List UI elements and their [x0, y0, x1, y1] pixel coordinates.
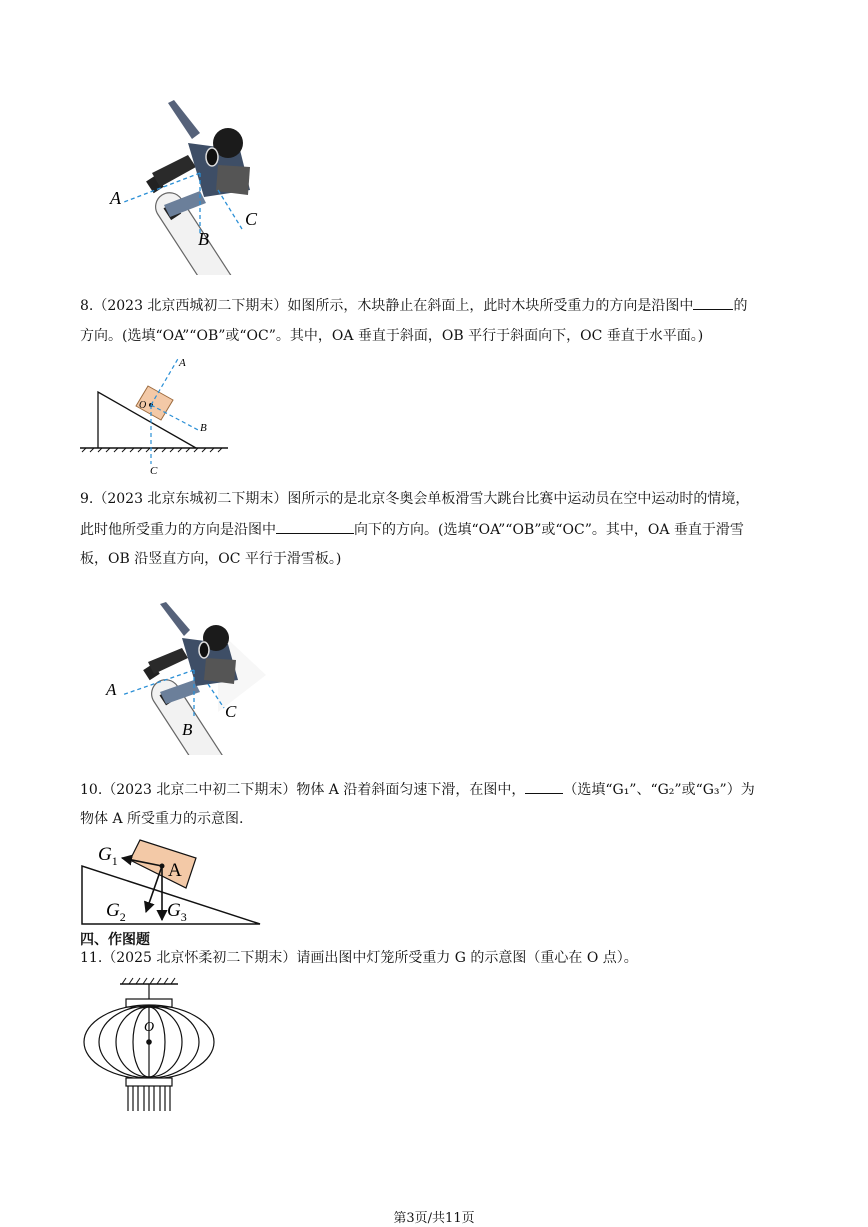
page-footer: 第3页/共11页	[393, 1211, 475, 1226]
lantern-bottom-cap	[126, 1078, 172, 1086]
label-c: C	[245, 209, 258, 229]
q9-line1: 9.（2023 北京东城初二下期末）图所示的是北京冬奥会单板滑雪大跳台比赛中运动员在空中运动时的情境，	[80, 491, 750, 507]
q10-line2: 物体 A 所受重力的示意图.	[80, 811, 244, 827]
incline-forces-figure	[78, 836, 268, 928]
q11-line1: 11.（2025 北京怀柔初二下期末）请画出图中灯笼所受重力 G 的示意图（重心在 O 点）。	[80, 950, 638, 966]
q8-answer-blank[interactable]	[693, 295, 733, 310]
label-g2: $G_2$	[106, 900, 126, 924]
label-b: B	[200, 422, 207, 434]
label-a: A	[168, 860, 182, 881]
label-a: A	[110, 188, 121, 208]
q10-answer-blank[interactable]	[525, 779, 563, 794]
ceiling-hatch	[122, 978, 175, 984]
arrow-g2	[146, 866, 162, 912]
label-b: B	[198, 229, 209, 249]
q10-line1: 10.（2023 北京二中初二下期末）物体 A 沿着斜面匀速下滑，在图中， （选填“G₁”、“G₂”或“G₃”）为	[80, 779, 755, 800]
q9-answer-blank[interactable]	[276, 519, 354, 534]
q9-line2: 此时他所受重力的方向是沿图中 向下的方向。(选填“OA”“OB”或“OC”。其中，OA 垂直于滑雪	[80, 519, 744, 540]
label-c: C	[150, 465, 158, 477]
snowboarder-figure-top	[100, 95, 280, 275]
section-heading: 四、作图题	[80, 932, 150, 948]
q8-line2: 方向。(选填“OA”“OB”或“OC”。其中，OA 垂直于斜面，OB 平行于斜面向下，OC 垂直于水平面。)	[80, 328, 704, 344]
label-a: A	[179, 357, 186, 369]
incline-block-figure	[78, 352, 238, 477]
label-g3: $G_3$	[167, 900, 187, 924]
q8-line1: 8.（2023 北京西城初二下期末）如图所示，木块静止在斜面上，此时木块所受重力的方向是沿图中 的	[80, 295, 747, 316]
center-of-gravity-dot	[146, 1039, 152, 1045]
label-b: B	[182, 720, 193, 739]
line-oc	[218, 190, 242, 229]
snowboarder-illustration	[143, 602, 266, 755]
q9-line3: 板，OB 沿竖直方向，OC 平行于滑雪板。)	[80, 551, 342, 567]
label-g1: $G_1$	[98, 844, 118, 868]
lantern-figure	[78, 974, 223, 1116]
label-a: A	[106, 680, 117, 699]
label-o: O	[139, 400, 147, 411]
label-o: O	[144, 1020, 155, 1035]
lantern-tassels	[128, 1086, 170, 1111]
snowboarder-figure-q9	[98, 600, 273, 755]
label-c: C	[225, 702, 237, 721]
